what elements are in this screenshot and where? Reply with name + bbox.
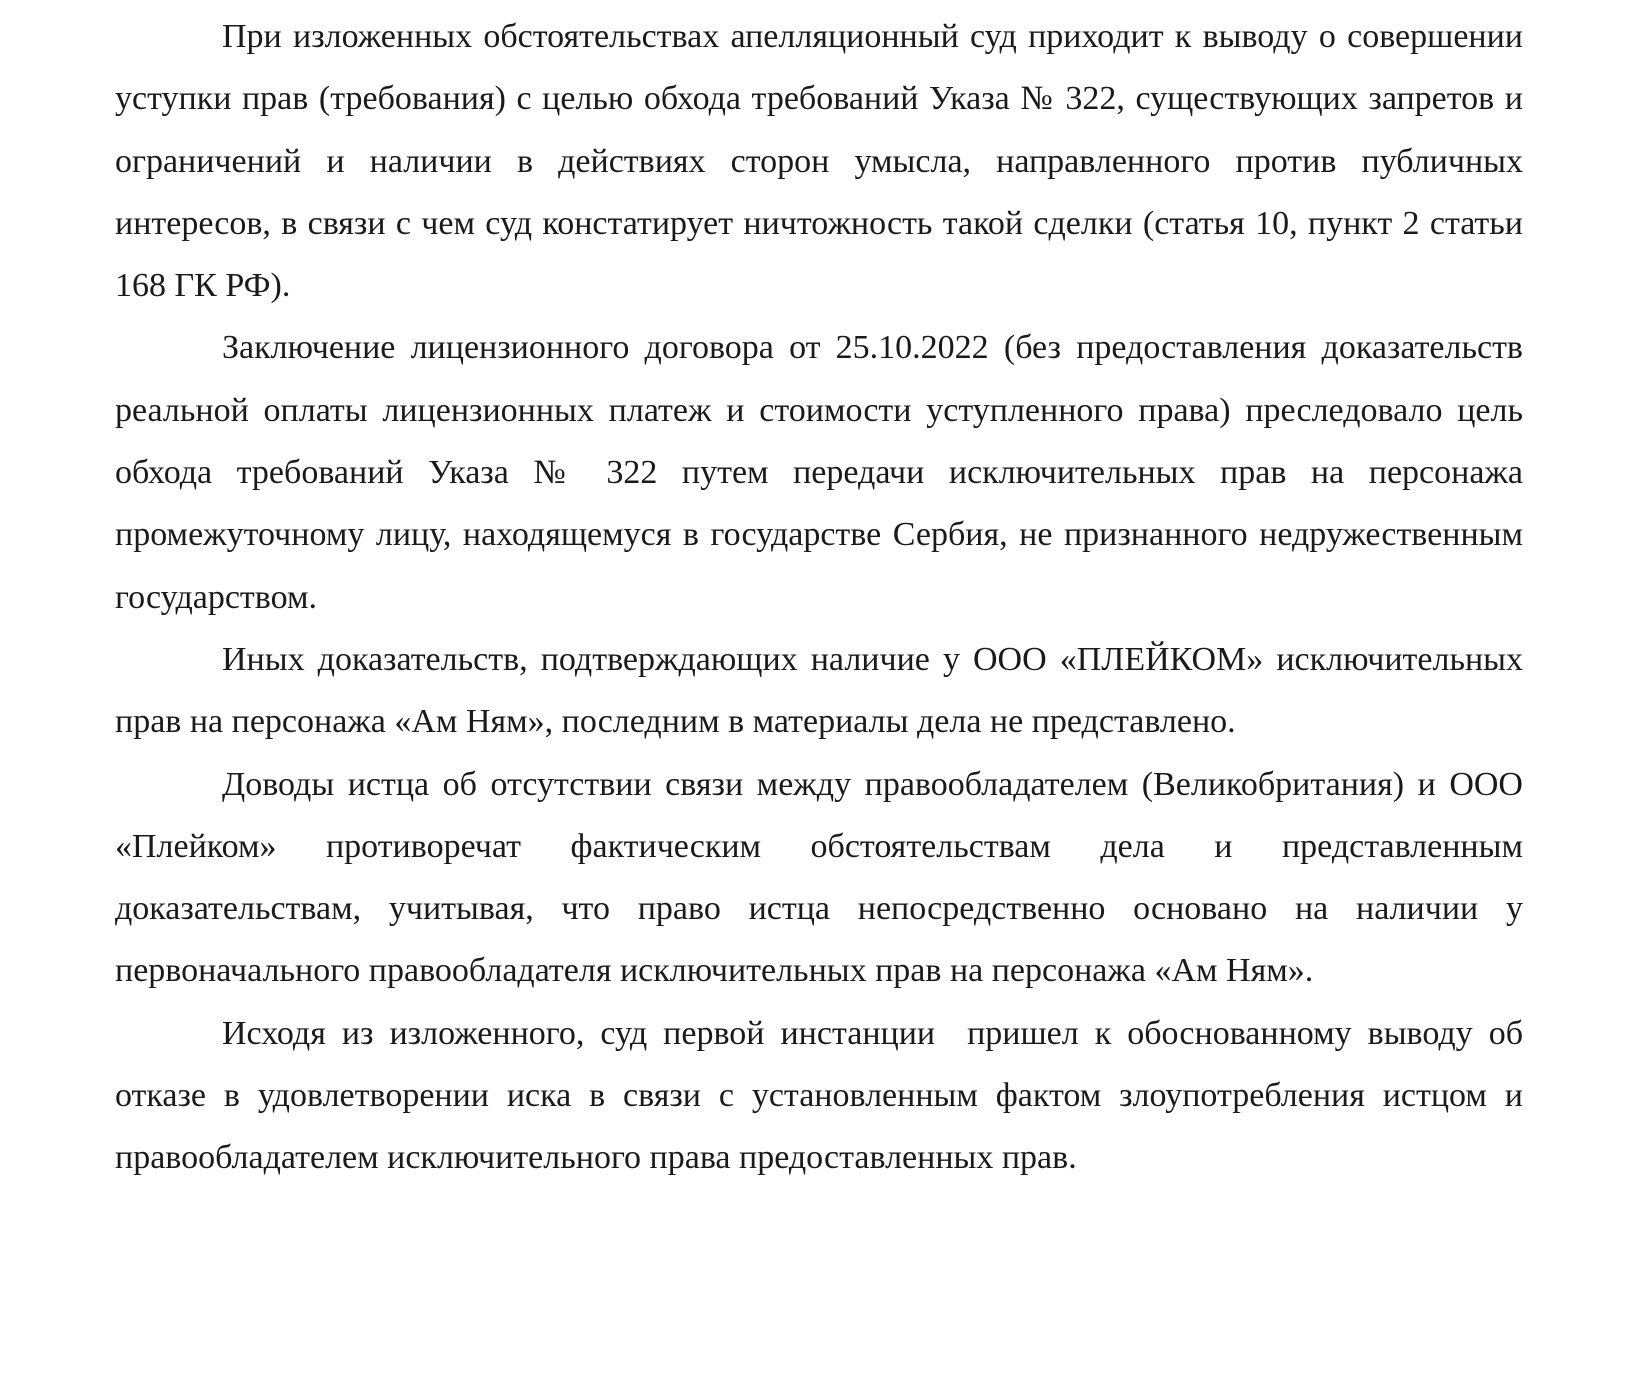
- paragraph-4: Доводы истца об отсутствии связи между правообладателем (Великобритания) и ООО «Плейком» противоречат фактическим обстоятельствам дела и представленным доказательствам, учитывая, что право истца непосредственно основано на наличии у первоначального правообладателя исключительных прав на персонажа «Ам Ням».: [115, 765, 1532, 990]
- paragraph-3: Иных доказательств, подтверждающих наличие у ООО «ПЛЕЙКОМ» исключительных прав на персонажа «Ам Ням», последним в материалы дела не представлено.: [115, 640, 1532, 741]
- paragraph-2: Заключение лицензионного договора от 25.10.2022 (без предоставления доказательств реальной оплаты лицензионных платеж и стоимости уступленного права) преследовало цель обхода требований Указа № 322 путем передачи исключительных прав на персонажа промежуточному лицу, находящемуся в государстве Сербия, не признанного недружественным государством.: [115, 329, 1532, 616]
- paragraph-1: При изложенных обстоятельствах апелляционный суд приходит к выводу о совершении уступки прав (требования) с целью обхода требований Указа № 322, существующих запретов и ограничений и наличии в действиях сторон умысла, направленного против публичных интересов, в связи с чем суд констатирует ничтожность такой сделки (статья 10, пункт 2 статьи 168 ГК РФ).: [115, 18, 1532, 305]
- paragraph-5: Исходя из изложенного, суд первой инстанции пришел к обоснованному выводу об отказе в удовлетворении иска в связи с установленным фактом злоупотребления истцом и правообладателем исключительного права предоставленных прав.: [115, 1014, 1532, 1177]
- document-body: [115, 6, 1532, 1190]
